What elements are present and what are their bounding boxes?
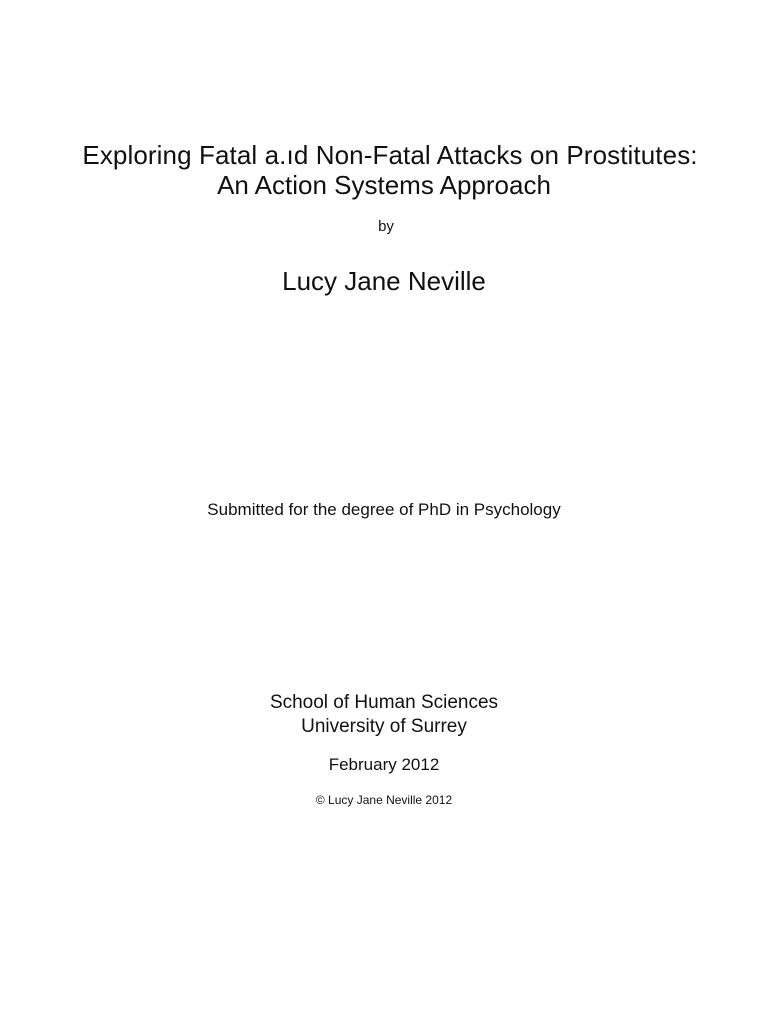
submission-date: February 2012	[328, 755, 440, 774]
university-name: University of Surrey	[301, 716, 467, 737]
degree-statement: Submitted for the degree of PhD in Psychology	[207, 500, 561, 519]
title-line-1: Exploring Fatal a.ıd Non-Fatal Attacks on Prostitutes:	[82, 140, 698, 170]
title-line-2: An Action Systems Approach	[217, 170, 551, 200]
author-name: Lucy Jane Neville	[282, 266, 486, 296]
copyright-notice: © Lucy Jane Neville 2012	[315, 793, 453, 807]
byline: by	[378, 218, 394, 235]
school-name: School of Human Sciences	[269, 692, 499, 713]
